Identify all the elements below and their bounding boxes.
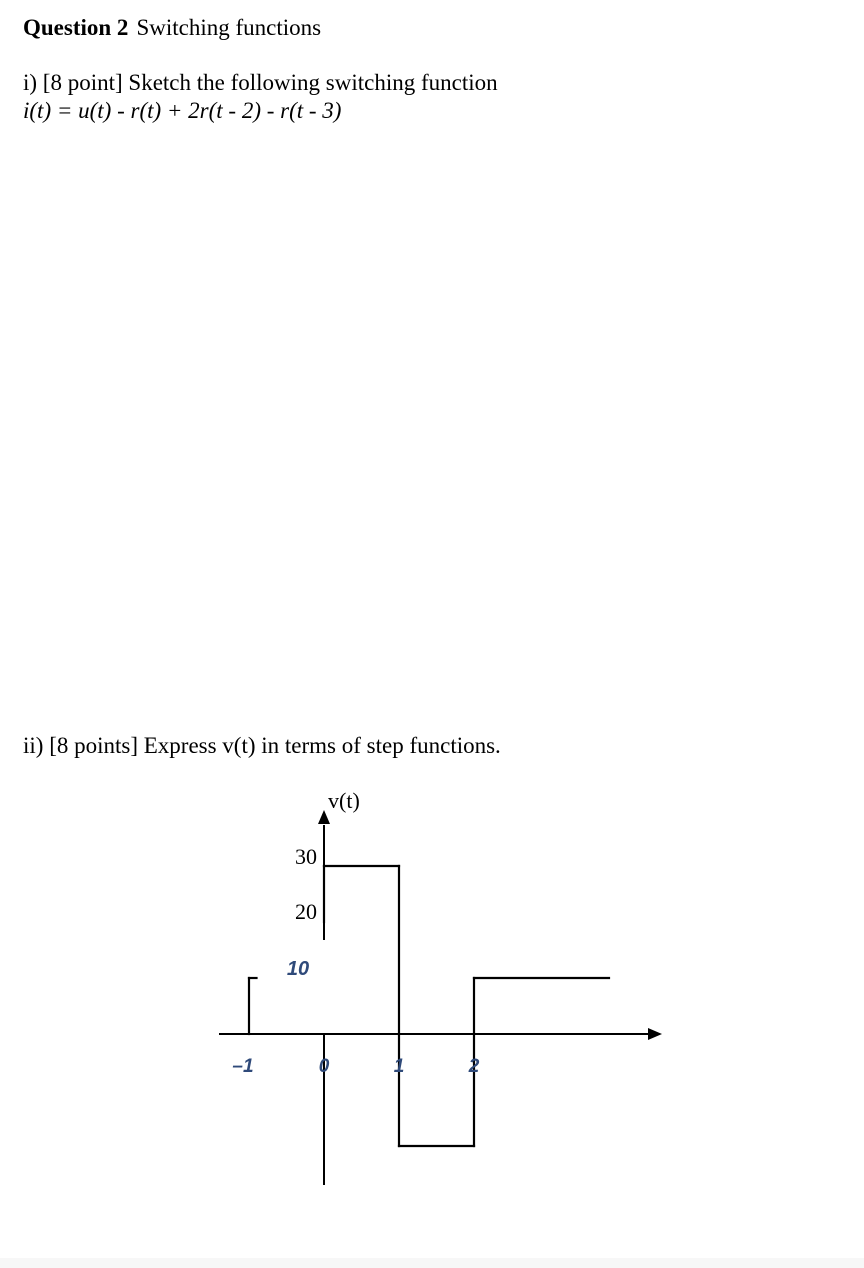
- question-topic: Switching functions: [136, 15, 322, 40]
- part-i-formula: i(t) = u(t) - r(t) + 2r(t - 2) - r(t - 3): [23, 98, 342, 123]
- x-tick-label: –1: [232, 1056, 254, 1077]
- page-bottom-edge: [0, 1258, 864, 1268]
- y-tick-label: 30: [295, 844, 317, 869]
- x-axis-arrow: [648, 1028, 662, 1040]
- y-tick-label: 10: [286, 958, 310, 980]
- y-axis-label: v(t): [328, 788, 360, 813]
- question-number: Question 2: [23, 15, 129, 40]
- y-tick-label: 20: [295, 899, 317, 924]
- part-i-heading: i) [8 point] Sketch the following switching function: [23, 70, 498, 95]
- x-tick-label: 2: [468, 1056, 480, 1077]
- part-ii-heading: ii) [8 points] Express v(t) in terms of step functions.: [23, 733, 501, 758]
- x-tick-label: 1: [393, 1056, 405, 1077]
- x-tick-label: 0: [318, 1056, 330, 1077]
